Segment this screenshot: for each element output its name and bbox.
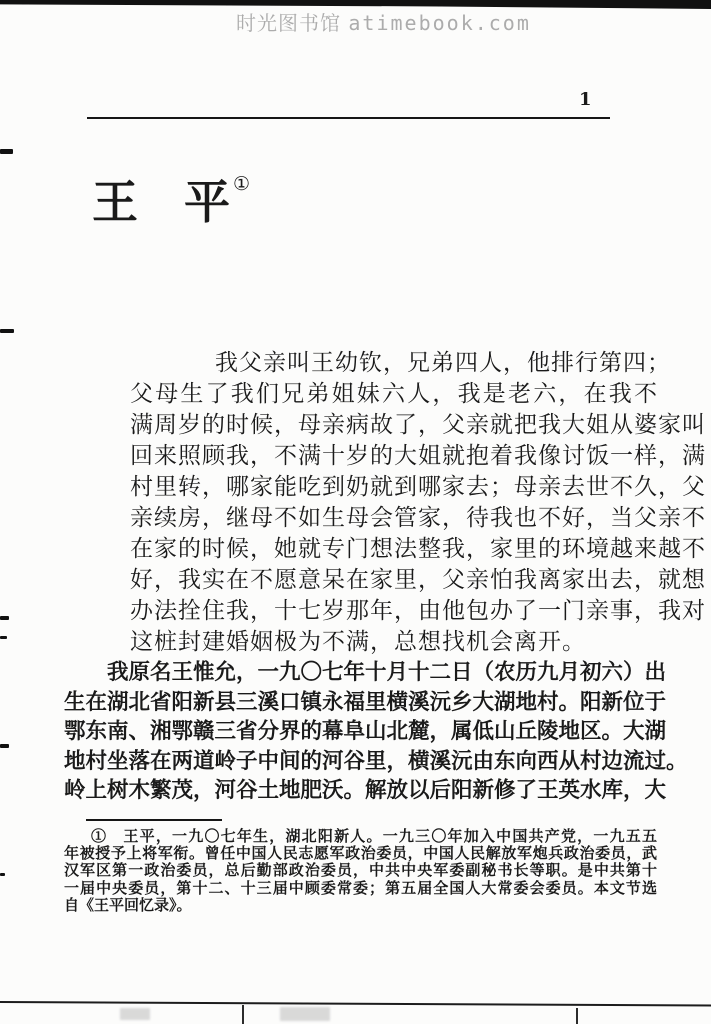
body-line: 岭上树木繁茂，河谷土地肥沃。解放以后阳新修了王英水库，大: [64, 778, 667, 802]
quote-line: 满周岁的时候，母亲病故了，父亲就把我大姐从婆家叫: [130, 412, 706, 437]
scan-artifact: [242, 1005, 244, 1024]
quote-paragraph: [130, 347, 706, 657]
quote-line: 我父亲叫王幼钦，兄弟四人，他排行第四；: [215, 350, 671, 375]
scan-artifact: [0, 149, 13, 154]
article-title: [92, 160, 250, 228]
watermark: [236, 7, 531, 36]
page-number: 1: [579, 89, 592, 110]
scan-artifact: [576, 1008, 578, 1024]
scan-artifact: [0, 616, 9, 620]
quote-line: 在家的时候，她就专门想法整我，家里的环境越来越不: [130, 536, 706, 561]
header-rule: [87, 117, 610, 119]
scan-artifact: [0, 744, 9, 748]
footnote-line: 自《王平回忆录》。: [64, 897, 192, 914]
scan-artifact: [0, 329, 14, 333]
quote-line: 这桩封建婚姻极为不满，总想找机会离开。: [130, 629, 586, 654]
scan-artifact: [0, 636, 7, 639]
quote-line: 好，我实在不愿意呆在家里，父亲怕我离家出去，就想: [130, 567, 706, 592]
body-line: 鄂东南、湘鄂赣三省分界的幕阜山北麓，属低山丘陵地区。大湖: [64, 719, 667, 743]
title-surname: 王: [92, 177, 138, 228]
footnote-line: ① 王平，一九〇七年生，湖北阳新人。一九三〇年加入中国共产党，一九五五: [91, 829, 657, 845]
footnote-line: 汉军区第一政治委员，总后勤部政治委员，中共中央军委副秘书长等职。是中共第十: [64, 863, 657, 880]
quote-line: 村里转，哪家能吃到奶就到哪家去；母亲去世不久，父: [130, 474, 706, 499]
title-given-name: 平: [184, 177, 230, 228]
quote-line: 父母生了我们兄弟姐妹六人，我是老六，在我不: [130, 381, 658, 406]
scan-artifact: [120, 1008, 150, 1020]
quote-line: 回来照顾我，不满十岁的大姐就抱着我像讨饭一样，满: [130, 443, 706, 468]
footnote-divider: [86, 819, 222, 821]
footnote-text: [64, 829, 657, 915]
scan-artifact: [280, 1007, 330, 1021]
watermark-cjk: 时光图书馆: [236, 11, 341, 35]
quote-line: 办法拴住我，十七岁那年，由他包办了一门亲事，我对: [130, 598, 706, 623]
body-line: 地村坐落在两道岭子中间的河谷里，横溪沅由东向西从村边流过。: [64, 748, 688, 773]
footnote-ref-marker: ①: [233, 174, 251, 195]
quote-line: 亲续房，继母不如生母会管家，待我也不好，当父亲不: [130, 505, 706, 530]
scan-artifact: [0, 873, 5, 876]
body-line: 生在湖北省阳新县三溪口镇永福里横溪沅乡大湖地村。阳新位于: [64, 689, 667, 714]
body-paragraph: [64, 658, 688, 806]
body-line: 我原名王惟允，一九〇七年十月十二日（农历九月初六）出: [107, 660, 667, 684]
footnote-line: 年被授予上将军衔。曾任中国人民志愿军政治委员，中国人民解放军炮兵政治委员，武: [64, 846, 657, 863]
footnote-line: 一届中央委员，第十二、十三届中顾委常委；第五届全国人大常委会委员。本文节选: [64, 880, 657, 897]
scan-edge-line: [0, 1001, 711, 1006]
watermark-latin: atimebook.com: [348, 11, 531, 35]
